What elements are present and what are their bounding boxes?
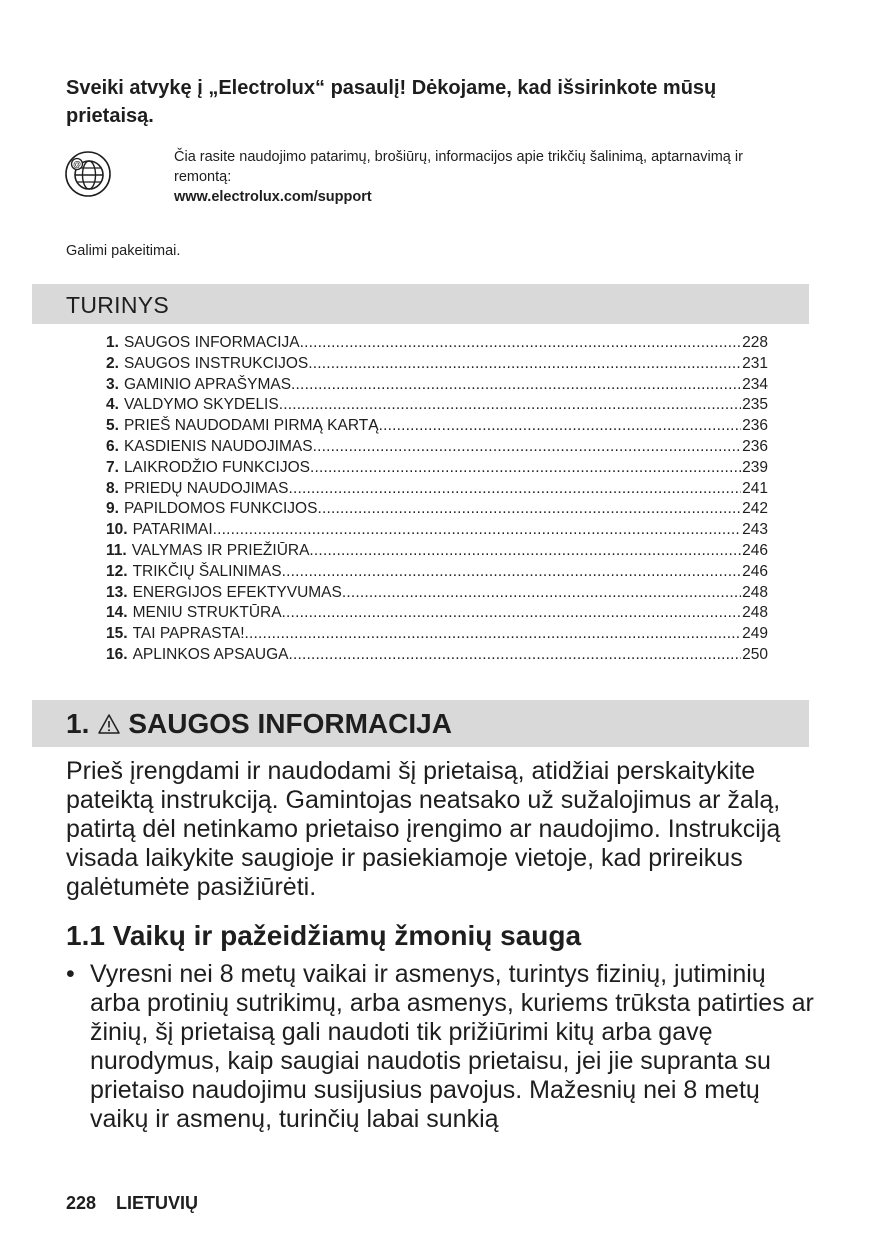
- toc-item-label: KASDIENIS NAUDOJIMAS: [123, 437, 313, 455]
- toc-item[interactable]: [106, 479, 768, 500]
- toc-leader: [300, 333, 742, 354]
- toc-leader: [279, 395, 741, 416]
- toc-header: [32, 284, 809, 324]
- toc-item-number: 15.: [106, 625, 128, 643]
- toc-item-label: MENIU STRUKTŪRA: [132, 604, 282, 622]
- globe-at-icon: [64, 150, 112, 198]
- toc-item-page: 236: [742, 417, 768, 435]
- toc-item-number: 2.: [106, 354, 119, 372]
- toc-item-number: 4.: [106, 396, 119, 414]
- toc-item-label: VALYMAS IR PRIEŽIŪRA: [131, 541, 310, 559]
- toc-item[interactable]: [106, 437, 768, 458]
- toc-leader: [379, 416, 742, 437]
- toc-item-page: 246: [742, 541, 768, 559]
- toc-item-number: 11.: [106, 541, 127, 559]
- toc-item-label: PRIEDŲ NAUDOJIMAS: [123, 479, 289, 497]
- toc-item-page: 236: [742, 437, 768, 455]
- support-description: Čia rasite naudojimo patarimų, brošiūrų, informacijos apie trikčių šalinimą, aptarnavimą ir remontą:: [174, 149, 743, 185]
- toc-leader: [317, 499, 741, 520]
- toc-item-number: 7.: [106, 458, 119, 476]
- svg-text:@: @: [73, 160, 81, 169]
- toc-item[interactable]: [106, 458, 768, 479]
- toc-leader: [213, 520, 741, 541]
- toc-item-page: 231: [742, 354, 768, 372]
- page-number: 228: [66, 1193, 97, 1213]
- toc-item-page: 243: [742, 521, 768, 539]
- toc-item-label: SAUGOS INFORMACIJA: [123, 334, 300, 351]
- toc-item-label: PATARIMAI: [132, 521, 213, 539]
- table-of-contents: [106, 333, 768, 666]
- toc-item[interactable]: [106, 645, 768, 666]
- toc-item-label: VALDYMO SKYDELIS: [123, 396, 279, 414]
- toc-leader: [282, 562, 742, 583]
- toc-item[interactable]: [106, 333, 768, 354]
- toc-item-number: 1.: [106, 334, 119, 351]
- toc-item[interactable]: [106, 624, 768, 645]
- toc-item[interactable]: [106, 520, 768, 541]
- toc-leader: [309, 541, 741, 562]
- toc-item-label: SAUGOS INSTRUKCIJOS: [123, 354, 309, 372]
- toc-leader: [313, 437, 742, 458]
- toc-item-label: PAPILDOMOS FUNKCIJOS: [123, 500, 318, 518]
- toc-leader: [289, 645, 742, 666]
- subsection-heading: 1.1 Vaikų ir pažeidžiamų žmonių sauga: [66, 920, 582, 951]
- page-footer: [66, 1193, 198, 1214]
- toc-item-page: 249: [742, 625, 768, 643]
- section-title: [66, 708, 452, 740]
- toc-item[interactable]: [106, 416, 768, 437]
- support-info: [174, 147, 794, 207]
- toc-item-number: 13.: [106, 583, 128, 601]
- toc-item-number: 9.: [106, 500, 119, 518]
- toc-leader: [288, 479, 741, 500]
- toc-item-page: 246: [742, 562, 768, 580]
- toc-item-page: 234: [742, 375, 768, 393]
- toc-item[interactable]: [106, 583, 768, 604]
- toc-item-page: 241: [742, 479, 768, 497]
- toc-title: TURINYS: [66, 292, 170, 318]
- section-number: 1.: [66, 708, 90, 739]
- section-header: [32, 700, 809, 747]
- list-item: [66, 960, 816, 1134]
- toc-item-page: 228: [742, 334, 768, 351]
- toc-item-number: 5.: [106, 417, 119, 435]
- toc-leader: [291, 375, 741, 396]
- toc-item[interactable]: [106, 499, 768, 520]
- toc-item-page: 235: [742, 396, 768, 414]
- toc-leader: [308, 354, 741, 375]
- toc-item-number: 16.: [106, 645, 128, 663]
- toc-item-page: 248: [742, 604, 768, 622]
- toc-item-number: 6.: [106, 437, 119, 455]
- toc-item[interactable]: [106, 395, 768, 416]
- toc-item-page: 248: [742, 583, 768, 601]
- toc-item-page: 242: [742, 500, 768, 518]
- toc-leader: [245, 624, 742, 645]
- toc-item-label: GAMINIO APRAŠYMAS: [123, 375, 292, 393]
- section-intro: Prieš įrengdami ir naudodami šį prietaisą, atidžiai perskaitykite pateiktą instrukciją. Gamintojas neatsako už sužalojimus ar žalą, patirtą dėl netinkamo prietaiso įrengimo ar naudojimo. Instrukciją visada laikykite saugioje ir pasiekiamoje vietoje, kad prireikus galėtumėte pasižiūrėti.: [66, 757, 781, 901]
- toc-item[interactable]: [106, 541, 768, 562]
- toc-item-number: 10.: [106, 521, 128, 539]
- bullet-text: Vyresni nei 8 metų vaikai ir asmenys, turintys fizinių, jutiminių arba protinių sutrikimų, arba asmenys, kuriems trūksta patirties ar žinių, šį prietaisą gali naudoti tik prižiūrimi kitų arba gavę nurodymus, kaip saugiai naudotis prietaisu, jei jie supranta su prietaiso naudojimu susijusius pavojus. Mažesnių nei 8 metų vaikų ir asmenų, turinčių labai sunkią: [90, 960, 814, 1133]
- support-link[interactable]: www.electrolux.com/support: [174, 189, 372, 205]
- toc-item-label: TRIKČIŲ ŠALINIMAS: [132, 562, 282, 580]
- toc-item[interactable]: [106, 603, 768, 624]
- toc-item-label: PRIEŠ NAUDODAMI PIRMĄ KARTĄ: [123, 417, 379, 435]
- toc-item-page: 250: [742, 645, 768, 663]
- toc-item-label: ENERGIJOS EFEKTYVUMAS: [132, 583, 342, 601]
- toc-item-page: 239: [742, 458, 768, 476]
- bullet-marker: •: [66, 960, 75, 988]
- toc-item-label: LAIKRODŽIO FUNKCIJOS: [123, 458, 310, 476]
- toc-item-number: 3.: [106, 375, 119, 393]
- toc-leader: [282, 603, 742, 624]
- toc-item-label: TAI PAPRASTA!: [132, 625, 245, 643]
- welcome-heading: Sveiki atvykę į „Electrolux“ pasaulį! Dėkojame, kad išsirinkote mūsų prietaisą.: [66, 77, 717, 127]
- toc-leader: [342, 583, 741, 604]
- warning-triangle-icon: [98, 713, 120, 735]
- toc-leader: [310, 458, 741, 479]
- toc-item[interactable]: [106, 354, 768, 375]
- section-title-text: SAUGOS INFORMACIJA: [128, 708, 452, 739]
- changes-note: Galimi pakeitimai.: [66, 243, 181, 259]
- toc-item-number: 14.: [106, 604, 128, 622]
- toc-item-label: APLINKOS APSAUGA: [132, 645, 289, 663]
- toc-item[interactable]: [106, 375, 768, 396]
- toc-item[interactable]: [106, 562, 768, 583]
- toc-item-number: 8.: [106, 479, 119, 497]
- footer-language: LIETUVIŲ: [116, 1193, 199, 1213]
- toc-item-number: 12.: [106, 562, 128, 580]
